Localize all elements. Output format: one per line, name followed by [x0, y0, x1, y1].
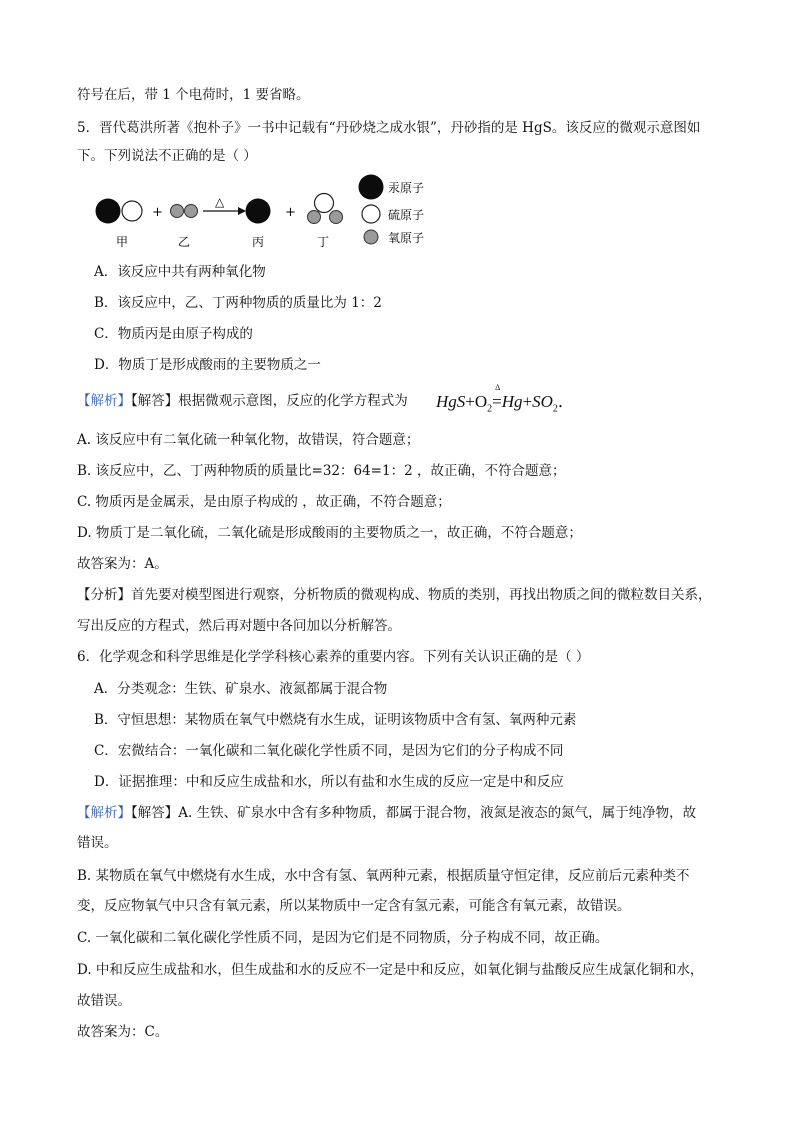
q5-fenxi-line2: 写出反应的方程式，然后再对题中各问加以分析解答。: [77, 618, 401, 634]
q5-option-c: C．物质丙是由原子构成的: [94, 326, 253, 342]
oxygen-atom-icon: [330, 211, 343, 224]
q6-explain-d1: D. 中和反应生成盐和水，但生成盐和水的反应不一定是中和反应，如氧化铜与盐酸反应生成氯化铜和水，: [77, 962, 704, 978]
mercury-atom-icon: [246, 199, 271, 224]
legend-mercury-icon: [359, 175, 384, 200]
chemical-equation: [436, 383, 575, 415]
eq-subscript: 2: [487, 403, 493, 415]
eq-reactant-o: O: [474, 392, 488, 411]
q5-explain-c: C. 物质丙是金属汞，是由原子构成的 ，故正确，不符合题意；: [77, 494, 451, 510]
answer-tag: 【解答】: [131, 393, 179, 409]
q5-stem-line1: 5．晋代葛洪所著《抱朴子》一书中记载有“丹砂烧之成水银”，丹砂指的是 HgS。该反应的微观示意图如: [77, 120, 701, 136]
legend-mercury-label: 汞原子: [388, 181, 425, 195]
q5-option-d: D．物质丁是形成酸雨的主要物质之一: [94, 357, 321, 373]
eq-condition: Δ: [495, 383, 501, 392]
reaction-diagram: [80, 168, 450, 252]
eq-reactant-hgs: HgS: [436, 392, 466, 411]
oxygen-atom-icon: [308, 211, 321, 224]
eq-plus: +: [465, 392, 475, 411]
plus-sign: +: [152, 205, 163, 220]
mercury-atom-icon: [96, 199, 121, 224]
eq-plus: +: [522, 392, 533, 411]
eq-product-so: SO: [532, 392, 553, 411]
eq-product-hg: Hg: [501, 392, 523, 411]
fenxi-text: 首先要对模型图进行观察，分析物质的微观构成、物质的类别，再找出物质之间的微粒数目关系，: [131, 587, 712, 603]
sulfur-atom-icon: [122, 201, 142, 221]
q5-explain-a: A. 该反应中有二氧化硫一种氧化物，故错误，符合题意；: [77, 432, 420, 448]
analysis-tag: 【解析】: [77, 393, 131, 409]
q6-analysis-line2: 错误。: [77, 835, 118, 851]
top-line: 符号在后，带 1 个电荷时，1 要省略。: [77, 87, 310, 103]
q5-analysis-text: 根据微观示意图，反应的化学方程式为: [178, 393, 408, 409]
eq-subscript: 2: [552, 403, 558, 415]
label-ding: 丁: [317, 235, 330, 249]
q6-option-a: A．分类观念：生铁、矿泉水、液氮都属于混合物: [94, 681, 388, 697]
answer-tag: 【解答】: [131, 805, 179, 821]
q6-option-b: B．守恒思想：某物质在氧气中燃烧有水生成，证明该物质中含有氢、氧两种元素: [94, 712, 577, 728]
q6-option-d: D．证据推理：中和反应生成盐和水，所以有盐和水生成的反应一定是中和反应: [94, 774, 564, 790]
arrow-head-icon: [238, 207, 246, 215]
sulfur-atom-icon: [315, 194, 334, 213]
q5-option-b: B．该反应中，乙、丁两种物质的质量比为 1：2: [94, 295, 382, 311]
q6-analysis-text: A. 生铁、矿泉水中含有多种物质，都属于混合物，液氮是液态的氮气，属于纯净物，故: [178, 805, 697, 821]
q5-fenxi-line1: [77, 583, 712, 603]
q5-answer: 故答案为：A。: [77, 556, 168, 572]
q6-explain-c: C. 一氧化碳和二氧化碳化学性质不同，是因为它们是不同物质，分子构成不同，故正确。: [77, 930, 609, 946]
q5-explain-d: D. 物质丁是二氧化硫，二氧化硫是形成酸雨的主要物质之一，故正确，不符合题意；: [77, 525, 582, 541]
q6-stem: 6．化学观念和科学思维是化学学科核心素养的重要内容。下列有关认识正确的是（ ）: [77, 649, 590, 665]
label-bing: 丙: [252, 235, 265, 249]
eq-end: ．: [557, 392, 575, 411]
q5-explain-b: B. 该反应中，乙、丁两种物质的质量比=32：64=1：2 ，故正确，不符合题意；: [77, 463, 566, 479]
q6-explain-b1: B. 某物质在氧气中燃烧有水生成，水中含有氢、氧两种元素，根据质量守恒定律，反应前后元素种类不: [77, 868, 690, 884]
plus-sign: +: [285, 205, 296, 220]
q5-stem-line2: 下。下列说法不正确的是（ ）: [77, 148, 257, 164]
legend-sulfur-label: 硫原子: [388, 208, 425, 222]
oxygen-atom-icon: [185, 205, 198, 218]
legend-sulfur-icon: [362, 205, 380, 223]
q6-answer: 故答案为：C。: [77, 1024, 169, 1040]
eq-equals: =: [492, 392, 502, 411]
analysis-tag: 【解析】: [77, 805, 131, 821]
label-yi: 乙: [178, 235, 191, 249]
fenxi-tag: 【分析】: [77, 587, 131, 603]
heat-symbol: △: [215, 195, 225, 209]
oxygen-atom-icon: [171, 205, 184, 218]
q6-analysis-line1: [77, 801, 696, 821]
q6-explain-d2: 故错误。: [77, 993, 131, 1009]
legend-oxygen-icon: [364, 230, 378, 244]
label-jia: 甲: [116, 235, 129, 249]
legend-oxygen-label: 氧原子: [388, 231, 425, 245]
q5-option-a: A．该反应中共有两种氧化物: [94, 264, 266, 280]
q6-option-c: C．宏微结合：一氧化碳和二氧化碳化学性质不同，是因为它们的分子构成不同: [94, 743, 564, 759]
q5-analysis-line: [77, 389, 408, 409]
q6-explain-b2: 变，反应物氧气中只含有氧元素，所以某物质中一定含有氢元素，可能含有氧元素，故错误。: [77, 898, 631, 914]
